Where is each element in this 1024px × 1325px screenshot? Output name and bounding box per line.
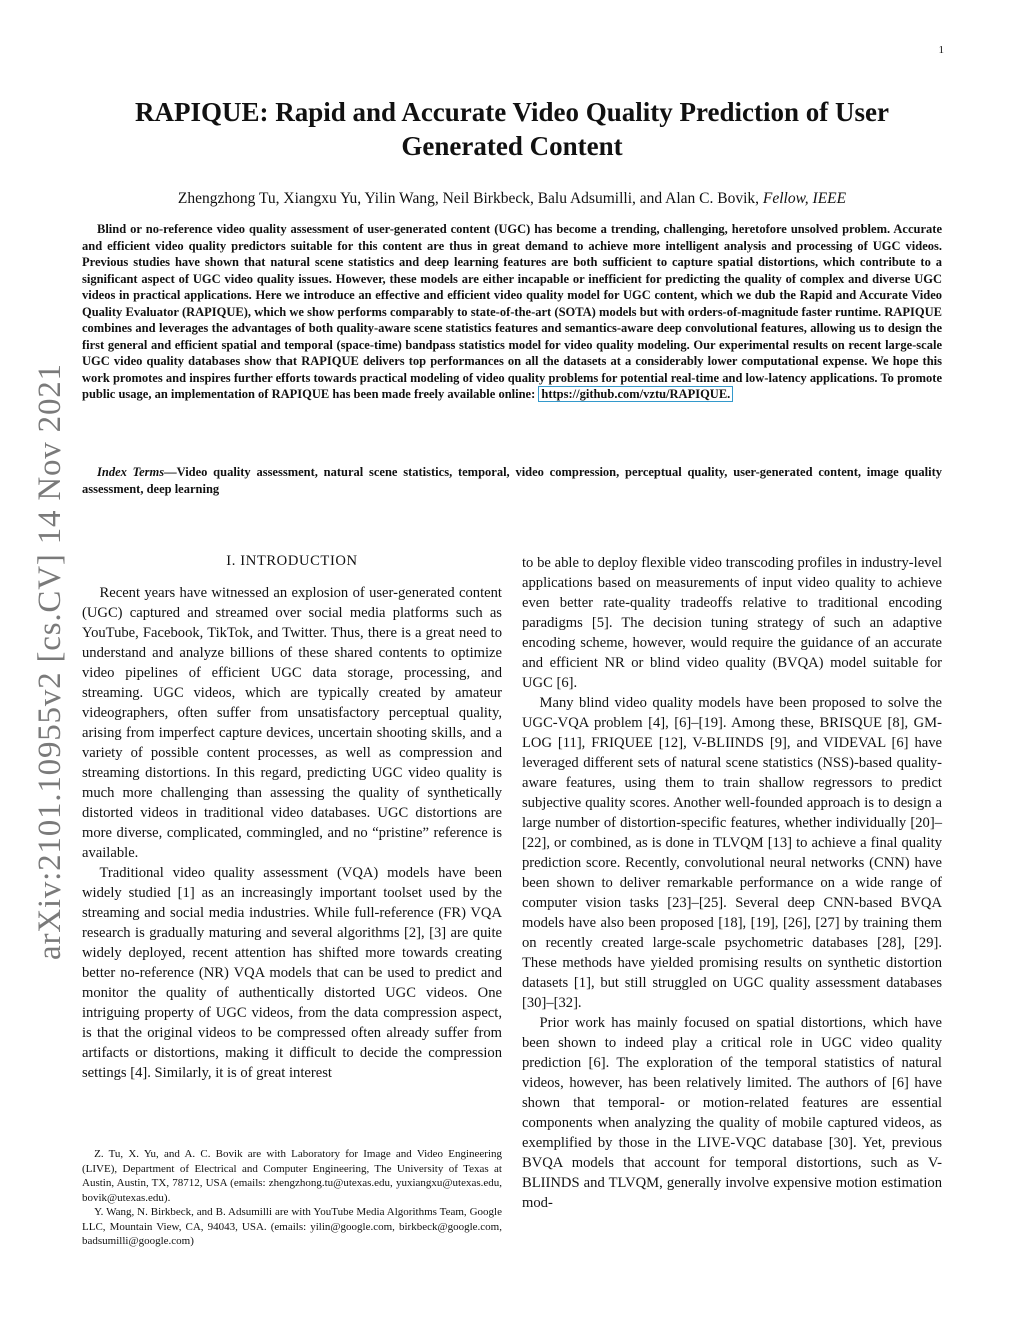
author-footnotes xyxy=(82,1147,502,1249)
page-number: 1 xyxy=(938,44,944,56)
footnote: Y. Wang, N. Birkbeck, and B. Adsumilli are with YouTube Media Algorithms Team, Google LLC, Mountain View, CA, 94043, USA. (emails: yilin@google.com, birkbeck@google.com, badsumilli@google.com) xyxy=(82,1206,502,1247)
left-column xyxy=(82,583,502,1083)
arxiv-stamp: arXiv:2101.10955v2 [cs.CV] 14 Nov 2021 xyxy=(32,363,68,960)
paper-title: RAPIQUE: Rapid and Accurate Video Quality Prediction of User Generated Content xyxy=(135,97,889,161)
index-terms xyxy=(82,464,942,497)
code-link[interactable]: https://github.com/vztu/RAPIQUE. xyxy=(538,386,733,402)
abstract-text: Blind or no-reference video quality assessment of user-generated content (UGC) has become a trending, challenging, heretofore unsolved problem. Accurate and efficient video quality predictors suitable for this content are thus in great demand to achieve more intelligent analysis and processing of UGC videos. Previous studies have shown that natural scene statistics and deep learning features are both sufficient to capture spatial distortions, which contribute to a significant aspect of UGC video quality issues. However, these models are either incapable or inefficient for predicting the quality of complex and diverse UGC videos in practical applications. Here we introduce an effective and efficient video quality model for UGC content, which we dub the Rapid and Accurate Video Quality Evaluator (RAPIQUE), which we show performs comparably to state-of-the-art (SOTA) models but with orders-of-magnitude faster runtime. RAPIQUE combines and leverages the advantages of both quality-aware scene statistics features and semantics-aware deep convolutional features, allowing us to design the first general and efficient spatial and temporal (space-time) bandpass statistics model for video quality modeling. Our experimental results on recent large-scale UGC video quality databases show that RAPIQUE delivers top performances on all the datasets at a considerably lower computational expense. We hope this work promotes and inspires further efforts towards practical modeling of video quality problems for potential real-time and low-latency applications. To promote public usage, an implementation of RAPIQUE has been made freely available online: xyxy=(82,222,942,401)
right-column xyxy=(522,553,942,1213)
author-membership: Fellow, IEEE xyxy=(762,190,847,207)
index-terms-label: Index Terms xyxy=(97,465,165,479)
abstract xyxy=(82,221,942,403)
author-names: Zhengzhong Tu, Xiangxu Yu, Yilin Wang, Neil Birkbeck, Balu Adsumilli, and Alan C. Bovik, xyxy=(177,190,760,207)
paragraph: Many blind video quality models have been proposed to solve the UGC-VQA problem [4], [6]–[19]. Among these, BRISQUE [8], GM-LOG [11], FRIQUEE [12], V-BLIINDS [9], and VIDEVAL [6] have leveraged different sets of natural scene statistics (NSS)-based quality-aware features, using them to train shallow regressors to predict subjective quality scores. Another well-founded approach is to design a large number of distortion-specific features, whether individually [20]–[22], or combined, as is done in TLVQM [13] to achieve a final quality prediction score. Recently, convolutional neural networks (CNN) have been shown to deliver remarkable performance on a wide range of computer vision tasks [23]–[25]. Several deep CNN-based BVQA models have also been proposed [18], [19], [26], [27] by training them on recently created large-scale psychometric databases [28], [29]. These methods have yielded promising results on synthetic distortion datasets [1], but still struggled on UGC quality assessment databases [30]–[32]. xyxy=(522,695,942,1011)
paragraph: Prior work has mainly focused on spatial distortions, which have been shown to indeed play a critical role in UGC video quality prediction [6]. The exploration of the temporal statistics of natural videos, however, has been relatively limited. The authors of [6] have shown that temporal- or motion-related features are essential components when analyzing the quality of mobile captured videos, as exemplified by those in the LIVE-VQC database [30]. Yet, previous BVQA models that account for temporal distortions, such as V-BLIINDS and TLVQM, generally involve expensive motion estimation mod- xyxy=(522,1015,942,1211)
footnote: Z. Tu, X. Yu, and A. C. Bovik are with Laboratory for Image and Video Engineering (LIVE), Department of Electrical and Computer Engineering, The University of Texas at Austin, Austin, TX, 78712, USA (emails: zhengzhong.tu@utexas.edu, yuxiangxu@utexas.edu, bovik@utexas.edu). xyxy=(82,1148,502,1204)
author-line xyxy=(80,190,944,208)
paragraph: Recent years have witnessed an explosion of user-generated content (UGC) captured and streamed over social media platforms such as YouTube, Facebook, TikTok, and Twitter. Thus, there is a great need to understand and analyze billions of these shared contents to optimize video pipelines of efficient UGC data storage, processing, and streaming. UGC videos, which are typically created by amateur videographers, often suffer from unsatisfactory perceptual quality, arising from imperfect capture devices, uncertain shooting skills, and a variety of possible content processes, as well as compression and streaming distortions. In this regard, predicting UGC video quality is much more challenging than assessing the quality of synthetically distorted videos in traditional video databases. UGC distortions are more diverse, complicated, commingled, and no “pristine” reference is available. xyxy=(82,585,502,861)
paragraph: Traditional video quality assessment (VQA) models have been widely studied [1] as an increasingly important toolset used by the streaming and social media industries. While full-reference (FR) VQA research is gradually maturing and several algorithms [2], [3] are quite widely deployed, recent attention has shifted more towards creating better no-reference (NR) VQA models that can be used to predict and monitor the quality of authentically distorted UGC videos. One intriguing property of UGC videos, from the data compression aspect, is that the original videos to be compressed often already suffer from artifacts or distortions, making it difficult to decide the compression settings [4]. Similarly, it is of great interest xyxy=(82,865,502,1081)
index-terms-text: —Video quality assessment, natural scene statistics, temporal, video compression, perceptual quality, user-generated content, image quality assessment, deep learning xyxy=(82,465,942,496)
section-heading-introduction: I. INTRODUCTION xyxy=(226,553,358,569)
paragraph: to be able to deploy flexible video transcoding profiles in industry-level applications based on measurements of input video quality to achieve even better rate-quality tradeoffs relative to traditional encoding paradigms [5]. The decision tuning strategy of such an adaptive encoding scheme, however, would require the guidance of an accurate and efficient NR or blind video quality (BVQA) model suitable for UGC [6]. xyxy=(522,555,942,691)
